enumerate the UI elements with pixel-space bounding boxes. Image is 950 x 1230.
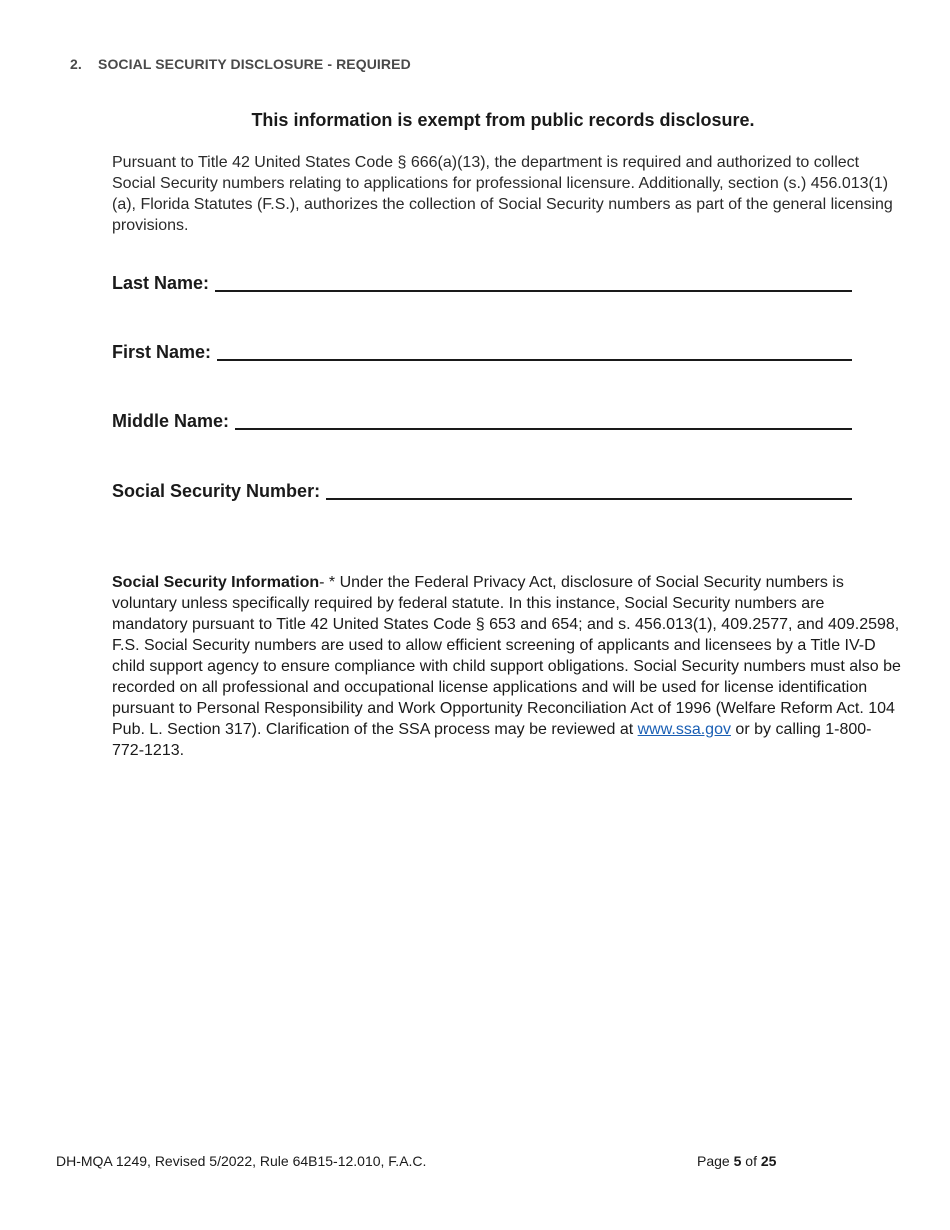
ssi-text: - * Under the Federal Privacy Act, disclosure of Social Security numbers is voluntary unless specifically required by federal statute. In this instance, Social Security numbers are mandatory pursuant to Title 42 United States Code § 653 and 654; and s. 456.013(1), 409.2577, and 409.2598, F.S. Social Security numbers are used to allow efficient screening of applicants and licensees by a Title IV-D child support agency to ensure compliance with child support obligations. Social Security numbers must also be recorded on all professional and occupational license applications and will be used for license identification pursuant to Personal Responsibility and Work Opportunity Reconciliation Act of 1996 (Welfare Reform Act. 104 Pub. L. Section 317). Clarification of the SSA process may be reviewed at [112, 574, 901, 738]
first-name-label: First Name: [112, 342, 212, 362]
ssi-heading: Social Security Information [112, 574, 320, 591]
exempt-notice: This information is exempt from public records disclosure. [251, 110, 755, 130]
intro-paragraph: Pursuant to Title 42 United States Code § 666(a)(13), the department is required and authorized to collect Social Security numbers relating to applications for professional licensure. Additionally, section (s.) 456.013(1)(a), Florida Statutes (F.S.), authorizes the collection of Social Security numbers as part of the general licensing provisions. [112, 154, 893, 234]
ssa-link[interactable]: www.ssa.gov [637, 721, 731, 738]
ssn-input-line[interactable] [326, 480, 852, 500]
first-name-field[interactable] [112, 339, 852, 363]
section-heading [70, 56, 411, 72]
last-name-field[interactable] [112, 270, 852, 294]
section-title: SOCIAL SECURITY DISCLOSURE - REQUIRED [98, 56, 411, 72]
ssi-text-end: or by calling 1-800-772-1213. [112, 721, 872, 759]
footer-page-number [697, 1153, 776, 1169]
middle-name-input-line[interactable] [235, 410, 852, 430]
last-name-label: Last Name: [112, 273, 210, 293]
social-security-information [112, 572, 902, 761]
ssn-field[interactable] [112, 478, 852, 502]
page-current: 5 [733, 1153, 742, 1169]
page-label: Page [697, 1153, 734, 1169]
page-of: of [741, 1153, 761, 1169]
middle-name-field[interactable] [112, 408, 852, 432]
section-number: 2. [70, 56, 82, 72]
last-name-input-line[interactable] [215, 272, 852, 292]
page-total: 25 [760, 1153, 777, 1169]
ssn-label: Social Security Number: [112, 481, 321, 501]
footer-form-id: DH-MQA 1249, Revised 5/2022, Rule 64B15-12.010, F.A.C. [56, 1153, 427, 1169]
first-name-input-line[interactable] [217, 341, 852, 361]
middle-name-label: Middle Name: [112, 411, 230, 431]
